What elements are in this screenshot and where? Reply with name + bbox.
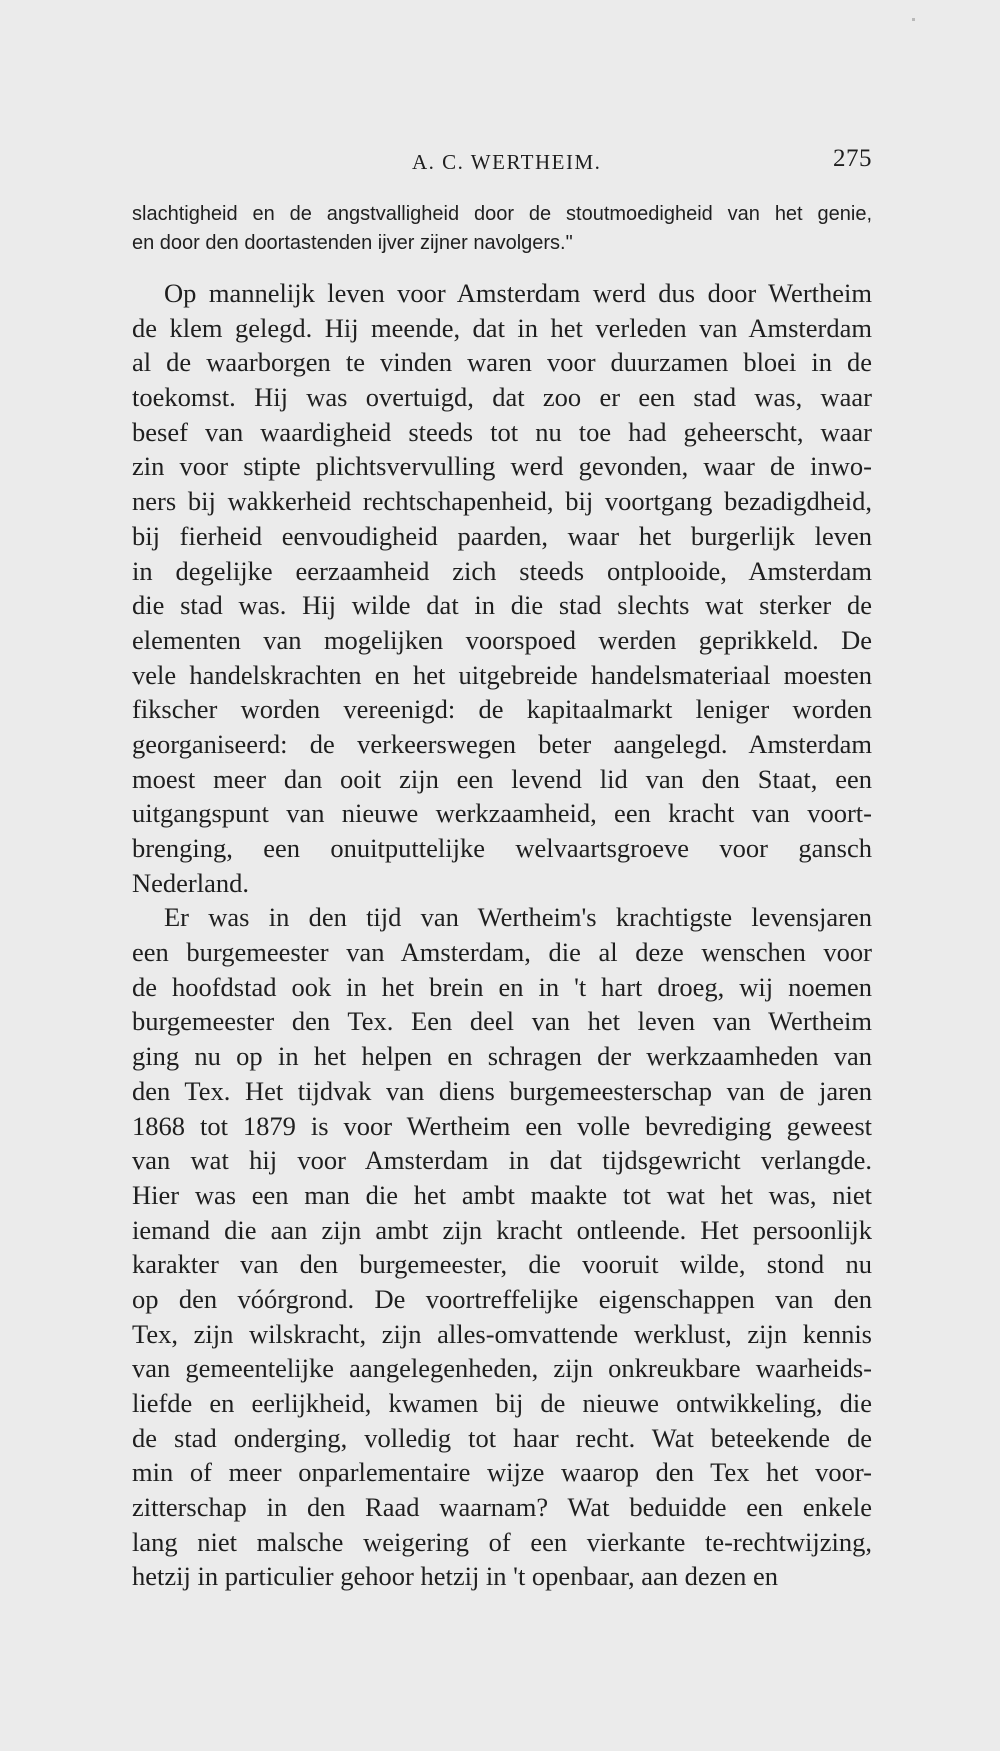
text-line: Hier was een man die het ambt maakte tot wat het was, niet <box>132 1179 872 1210</box>
text-line: brenging, een onuitputtelijke welvaartsgroeve voor gansch <box>132 833 872 863</box>
quote-line: slachtigheid en de angstvalligheid door de stoutmoedigheid van het genie, <box>132 203 872 225</box>
paragraph <box>132 276 872 900</box>
text-line: een burgemeester van Amsterdam, die al deze wenschen voor <box>132 937 872 968</box>
text-line: Nederland. <box>132 867 249 898</box>
text-line: de hoofdstad ook in het brein en in 't hart droeg, wij noemen <box>132 971 872 1002</box>
text-line: liefde en eerlijkheid, kwamen bij de nieuwe ontwikkeling, die <box>132 1388 872 1418</box>
text-line: hetzij in particulier gehoor hetzij in 't openbaar, aan dezen en <box>132 1561 779 1592</box>
text-line: elementen van mogelijken voorspoed werden geprikkeld. De <box>132 624 872 655</box>
text-line: moest meer dan ooit zijn een levend lid van den Staat, een <box>132 763 872 794</box>
text-line: zitterschap in den Raad waarnam? Wat beduidde een enkele <box>132 1492 872 1523</box>
text-line: ging nu op in het helpen en schragen der werkzaamheden van <box>132 1041 872 1072</box>
text-line: Op mannelijk leven voor Amsterdam werd dus door Wertheim <box>164 278 872 308</box>
running-head <box>132 145 872 179</box>
text-line: min of meer onparlementaire wijze waarop den Tex het voor- <box>132 1457 872 1488</box>
text-line: iemand die aan zijn ambt zijn kracht ontleende. Het persoonlijk <box>132 1214 872 1245</box>
text-line: de klem gelegd. Hij meende, dat in het verleden van Amsterdam <box>132 312 872 343</box>
text-line: van wat hij voor Amsterdam in dat tijdsgewricht verlangde. <box>132 1145 872 1176</box>
text-line: 1868 tot 1879 is voor Wertheim een volle bevrediging geweest <box>132 1110 872 1141</box>
text-line: karakter van den burgemeester, die vooruit wilde, stond nu <box>132 1249 872 1280</box>
paragraph-gap <box>132 258 872 276</box>
text-line: de stad onderging, volledig tot haar recht. Wat beteekende de <box>132 1422 872 1453</box>
text-line: toekomst. Hij was overtuigd, dat zoo er een stad was, waar <box>132 382 872 413</box>
text-line: den Tex. Het tijdvak van diens burgemeesterschap van de jaren <box>132 1075 872 1106</box>
text-line: vele handelskrachten en het uitgebreide handelsmateriaal moesten <box>132 659 872 690</box>
text-line: georganiseerd: de verkeerswegen beter aangelegd. Amsterdam <box>132 728 872 759</box>
text-line: die stad was. Hij wilde dat in die stad slechts wat sterker de <box>132 590 872 621</box>
text-line: van gemeentelijke aangelegenheden, zijn onkreukbare waarheids- <box>132 1353 872 1384</box>
text-line: Tex, zijn wilskracht, zijn alles-omvattende werklust, zijn kennis <box>132 1318 872 1349</box>
body-text <box>132 200 872 1594</box>
paragraph <box>132 900 872 1594</box>
text-line: fikscher worden vereenigd: de kapitaalmarkt leniger worden <box>132 694 872 725</box>
text-line: bij fierheid eenvoudigheid paarden, waar het burgerlijk leven <box>132 520 872 551</box>
running-head-title: A. C. WERTHEIM. <box>412 150 602 174</box>
text-line: in degelijke eerzaamheid zich steeds ontplooide, Amsterdam <box>132 555 872 586</box>
paragraphs <box>132 276 872 1594</box>
text-line: al de waarborgen te vinden waren voor duurzamen bloei in de <box>132 347 872 378</box>
text-line: besef van waardigheid steeds tot nu toe had geheerscht, waar <box>132 416 872 447</box>
text-line: uitgangspunt van nieuwe werkzaamheid, een kracht van voort- <box>132 798 872 829</box>
text-line: lang niet malsche weigering of een vierkante te-rechtwijzing, <box>132 1526 872 1557</box>
page-number: 275 <box>833 145 872 172</box>
text-line: zin voor stipte plichtsvervulling werd gevonden, waar de inwo- <box>132 451 872 482</box>
text-line: burgemeester den Tex. Een deel van het leven van Wertheim <box>132 1006 872 1037</box>
text-line: Er was in den tijd van Wertheim's krachtigste levensjaren <box>164 902 872 933</box>
speck-mark <box>912 18 915 21</box>
text-line: ners bij wakkerheid rechtschapenheid, bij voortgang bezadigdheid, <box>132 486 872 517</box>
text-line: op den vóórgrond. De voortreffelijke eigenschappen van den <box>132 1283 872 1314</box>
quote-line: en door den doortastenden ijver zijner navolgers." <box>132 232 573 254</box>
